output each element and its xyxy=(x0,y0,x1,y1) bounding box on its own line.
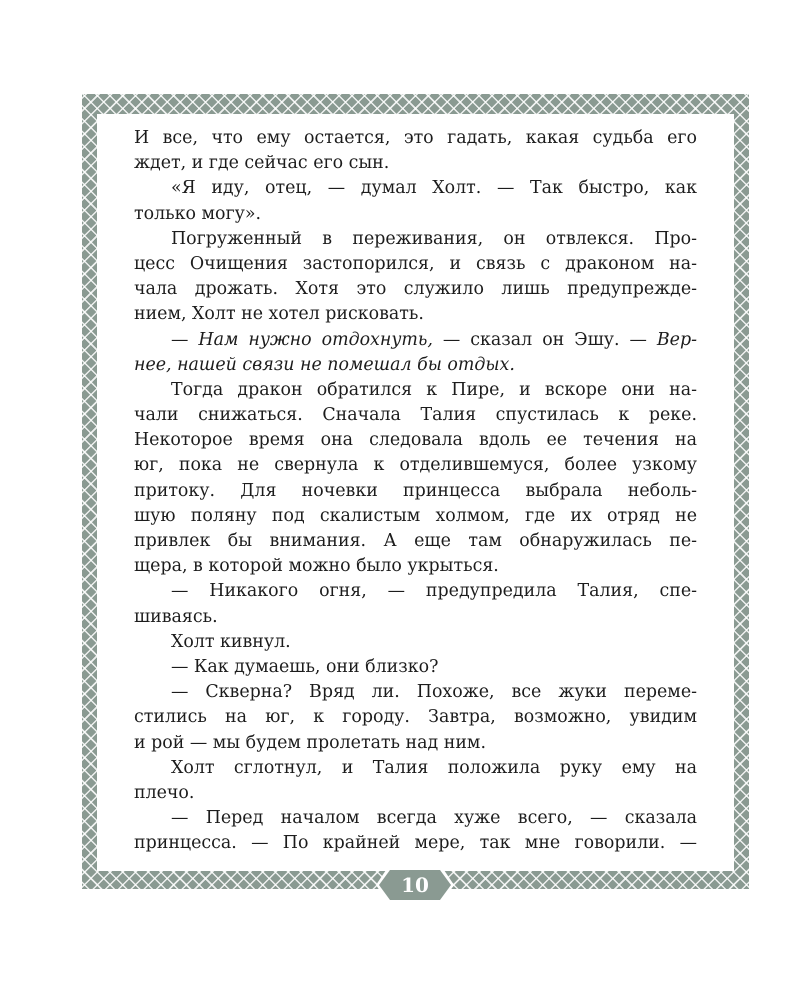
page-number-badge xyxy=(374,865,456,905)
text-line: плечо. xyxy=(134,782,195,803)
text-line: притоку. Для ночевки принцесса выбрала неболь- xyxy=(134,480,697,501)
text-line: «Я иду, отец, — думал Холт. — Так быстро, как xyxy=(171,178,697,199)
text-line: юг, пока не свернула к отделившемуся, более узкому xyxy=(134,455,697,476)
text-line: привлек бы внимания. А еще там обнаружилась пе- xyxy=(134,531,697,551)
text-line: и рой — мы будем пролетать над ним. xyxy=(134,732,486,753)
text-line: чали снижаться. Сначала Талия спустилась к реке. xyxy=(134,405,697,426)
text-line: шую поляну под скалистым холмом, где их отряд не xyxy=(134,505,697,526)
text-line: Погруженный в переживания, он отвлекся. Про- xyxy=(171,228,697,249)
text-line: стились на юг, к городу. Завтра, возможно, увидим xyxy=(134,707,697,728)
dash: — xyxy=(171,329,199,350)
text-line: Холт кивнул. xyxy=(171,631,291,652)
text-line-dialogue xyxy=(134,328,697,353)
text-line: Холт сглотнул, и Талия положила руку ему на xyxy=(171,757,697,778)
text-line: цесс Очищения застопорился, и связь с драконом на- xyxy=(134,253,697,274)
text-line: — Перед началом всегда хуже всего, — сказала xyxy=(171,808,697,829)
text-line: Некоторое время она следовала вдоль ее течения на xyxy=(134,430,697,451)
text-line: И все, что ему остается, это гадать, какая судьба его xyxy=(134,128,697,148)
dialogue-attribution: — сказал он Эшу. — xyxy=(432,329,657,350)
text-line: — Скверна? Вряд ли. Похоже, все жуки переме- xyxy=(171,682,697,703)
text-line: только могу». xyxy=(134,203,261,224)
text-line: принцесса. — По крайней мере, так мне говорили. — xyxy=(134,833,697,854)
text-line: нием, Холт не хотел рисковать. xyxy=(134,304,424,325)
text-line: нее, нашей связи не помешал бы отдых. xyxy=(134,354,515,375)
thought-text: Нам нужно отдохнуть, xyxy=(198,329,433,350)
text-line: — Никакого огня, — предупредила Талия, спе- xyxy=(171,581,697,602)
text-line: щера, в которой можно было укрыться. xyxy=(134,556,499,577)
text-line: чала дрожать. Хотя это служило лишь предупрежде- xyxy=(134,279,697,300)
text-line: шиваясь. xyxy=(134,606,218,627)
text-line: Тогда дракон обратился к Пире, и вскоре они на- xyxy=(171,379,697,400)
text-line: ждет, и где сейчас его сын. xyxy=(134,153,390,174)
text-line: — Как думаешь, они близко? xyxy=(171,656,439,677)
book-text xyxy=(134,126,697,856)
page-number: 10 xyxy=(401,873,429,897)
thought-text: Вер- xyxy=(656,329,697,350)
